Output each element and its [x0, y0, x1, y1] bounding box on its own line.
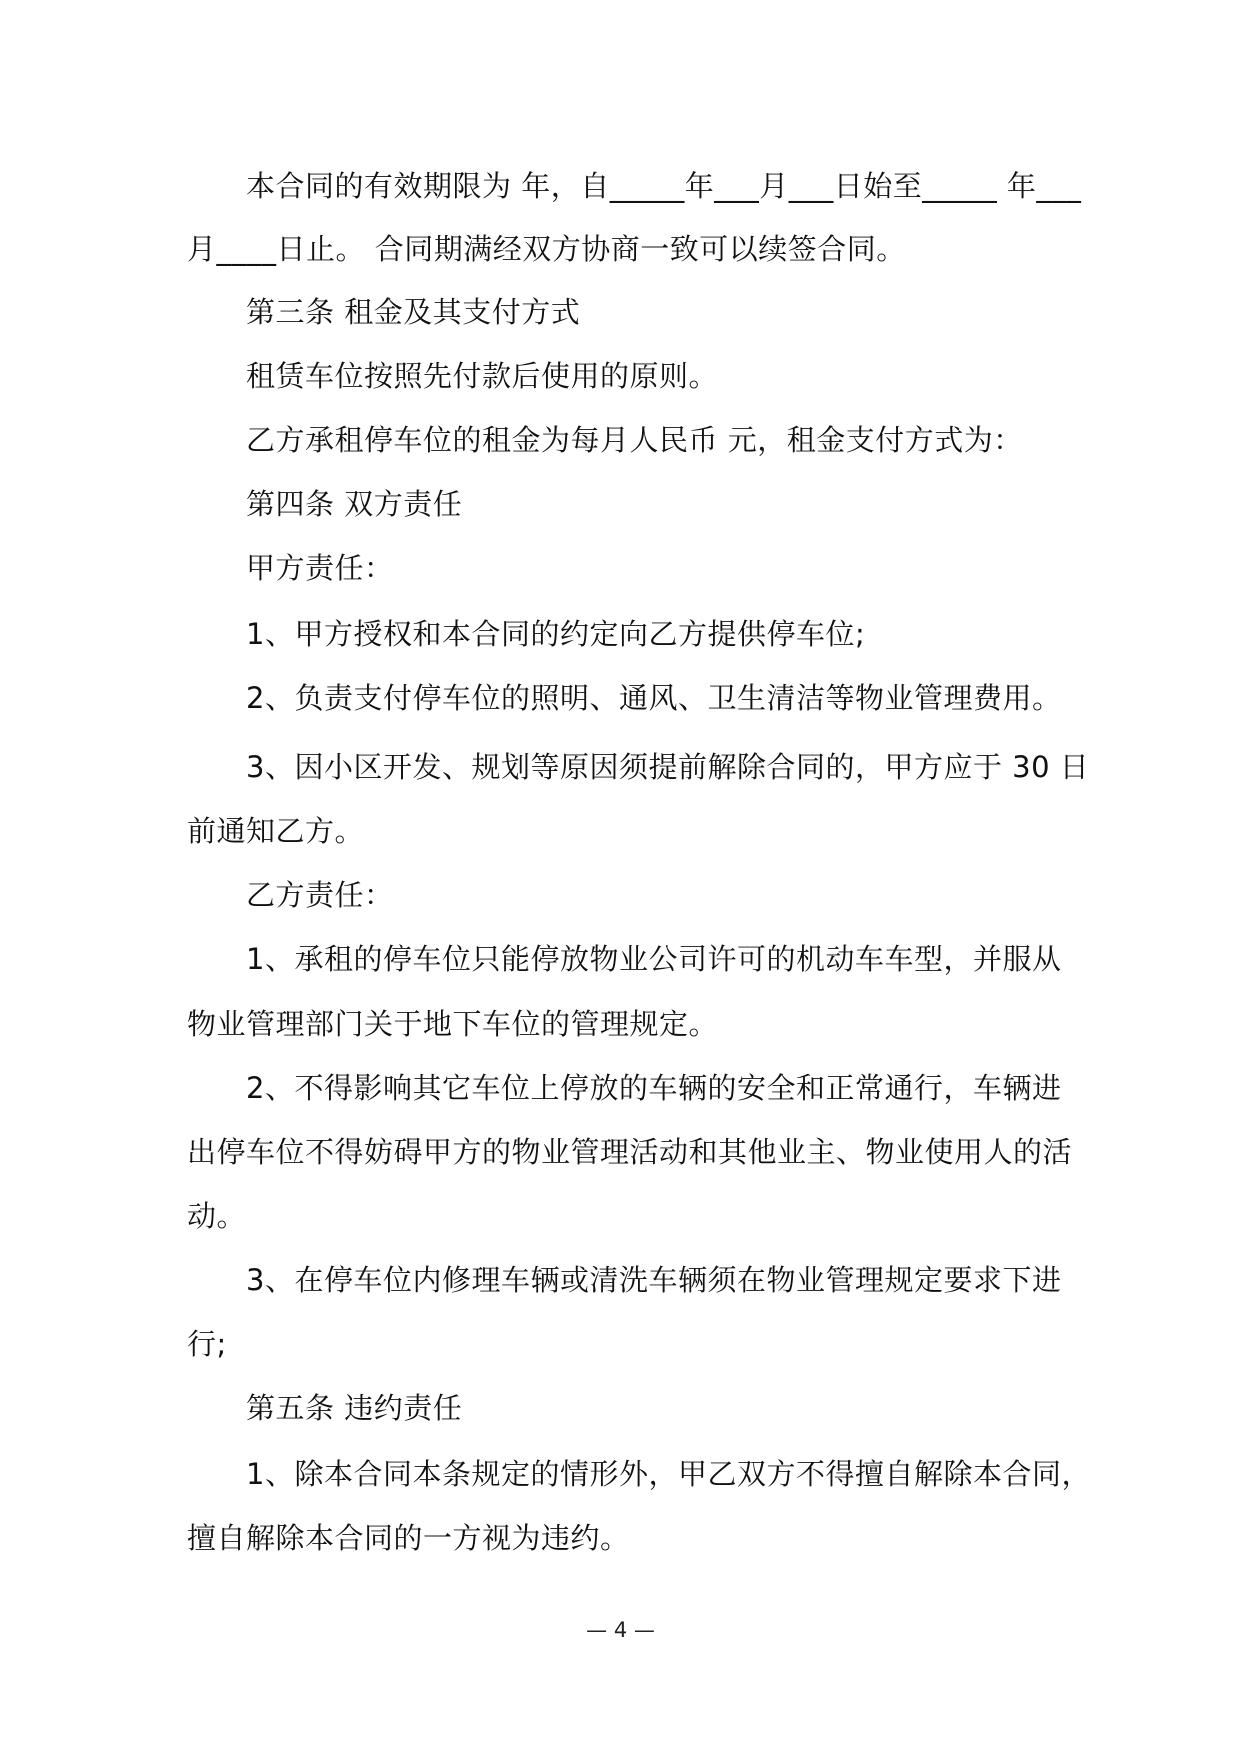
- text-line: 动。: [187, 1199, 247, 1233]
- text-line: 出停车位不得妨碍甲方的物业管理活动和其他业主、物业使用人的活: [187, 1135, 1073, 1169]
- text-line: 行;: [187, 1327, 227, 1361]
- section-heading: 第四条 双方责任: [246, 487, 463, 521]
- page-number: — 4 —: [586, 1618, 655, 1642]
- list-item: 1、承租的停车位只能停放物业公司许可的机动车车型，并服从: [246, 942, 1062, 976]
- list-item: 3、因小区开发、规划等原因须提前解除合同的，甲方应于 30 日: [246, 750, 1090, 784]
- section-heading: 第三条 租金及其支付方式: [246, 295, 581, 329]
- list-item: 1、除本合同本条规定的情形外，甲乙双方不得擅自解除本合同，: [246, 1457, 1091, 1491]
- text-line: 租赁车位按照先付款后使用的原则。: [246, 359, 719, 393]
- subheading: 甲方责任：: [246, 551, 394, 585]
- text-line: 前通知乙方。: [187, 814, 365, 848]
- text-line: 物业管理部门关于地下车位的管理规定。: [187, 1007, 719, 1041]
- text-line: 月____日止。 合同期满经双方协商一致可以续签合同。: [187, 232, 906, 266]
- text-line: 擅自解除本合同的一方视为违约。: [187, 1521, 630, 1555]
- list-item: 2、负责支付停车位的照明、通风、卫生清洁等物业管理费用。: [246, 681, 1062, 715]
- text-line: 本合同的有效期限为 年，自_____年___月___日始至_____ 年___: [246, 169, 1082, 203]
- subheading: 乙方责任：: [246, 878, 394, 912]
- list-item: 2、不得影响其它车位上停放的车辆的安全和正常通行，车辆进: [246, 1071, 1062, 1105]
- section-heading: 第五条 违约责任: [246, 1391, 463, 1425]
- list-item: 1、甲方授权和本合同的约定向乙方提供停车位;: [246, 617, 866, 651]
- text-line: 乙方承租停车位的租金为每月人民币 元，租金支付方式为：: [246, 423, 1023, 457]
- list-item: 3、在停车位内修理车辆或清洗车辆须在物业管理规定要求下进: [246, 1263, 1062, 1297]
